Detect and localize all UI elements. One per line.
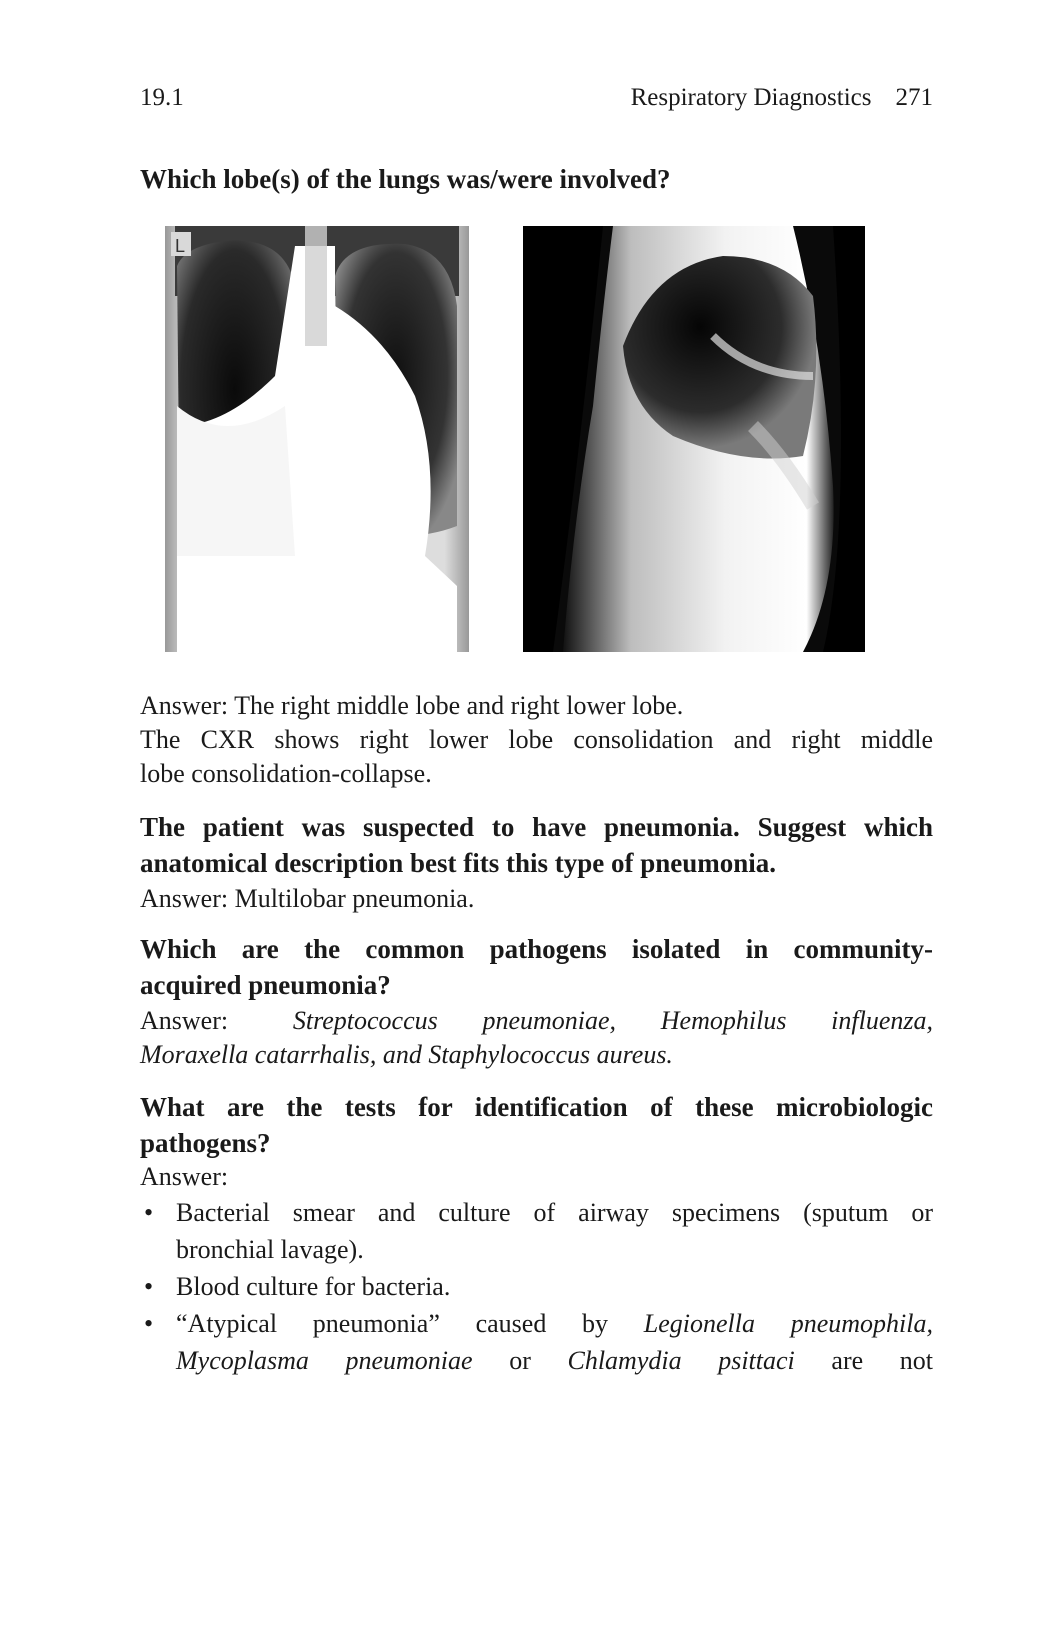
question-4-line-2: pathogens? — [140, 1128, 271, 1158]
running-title-text: Respiratory Diagnostics — [630, 84, 872, 111]
list-item — [140, 1268, 933, 1305]
bullet-3-italic-2b: Chlamydia psittaci — [567, 1346, 795, 1375]
bullet-dot: • — [144, 1272, 154, 1301]
question-4-line-1: What are the tests for identification of these microbiologic — [140, 1092, 933, 1122]
answer-3-pathogens-1: Streptococcus pneumoniae, Hemophilus influenza, — [292, 1006, 934, 1035]
bullet-dot: • — [144, 1198, 154, 1227]
test-list — [140, 1194, 933, 1379]
answer-3-prefix: Answer: — [140, 1006, 229, 1035]
frontal-marker: L — [175, 236, 186, 256]
bullet-1-line-1: Bacterial smear and culture of airway specimens (sputum or — [176, 1198, 933, 1227]
answer-1-line-2: The CXR shows right lower lobe consolidation and right middle — [140, 725, 933, 754]
answer-3-line-1 — [140, 1002, 933, 1039]
answer-1-line-3: lobe consolidation-collapse. — [140, 759, 432, 788]
answer-1-line-1: Answer: The right middle lobe and right lower lobe. — [140, 691, 684, 720]
lateral-xray-drawing — [523, 226, 865, 652]
bullet-3-plain-1: “Atypical pneumonia” caused by — [176, 1309, 609, 1338]
lateral-chest-xray — [523, 226, 865, 652]
question-3-line-2: acquired pneumonia? — [140, 970, 391, 1000]
section-number: 19.1 — [140, 84, 184, 111]
bullet-1-line-2: bronchial lavage). — [176, 1235, 364, 1264]
bullet-3-line-1 — [176, 1305, 933, 1342]
answer-4-label: Answer: — [140, 1162, 229, 1191]
question-2-line-1: The patient was suspected to have pneumonia. Suggest which — [140, 812, 933, 842]
running-title — [631, 84, 933, 112]
frontal-chest-xray — [165, 226, 469, 652]
bullet-3-plain-2b: are not — [831, 1346, 933, 1375]
answer-3-pathogens-2: Moraxella catarrhalis, and Staphylococcus aureus. — [140, 1040, 673, 1069]
list-item — [140, 1305, 933, 1379]
question-2-line-2: anatomical description best fits this type of pneumonia. — [140, 848, 777, 878]
bullet-3-italic-1: Legionella pneumophila, — [643, 1309, 933, 1338]
question-1: Which lobe(s) of the lungs was/were involved? — [140, 164, 671, 194]
frontal-xray-drawing — [165, 226, 469, 652]
bullet-dot: • — [144, 1309, 154, 1338]
bullet-3-plain-2a: or — [509, 1346, 531, 1375]
bullet-3-italic-2a: Mycoplasma pneumoniae — [176, 1346, 473, 1375]
bullet-3-line-2 — [176, 1342, 933, 1379]
bullet-2-text: Blood culture for bacteria. — [176, 1272, 451, 1301]
running-header — [140, 84, 933, 120]
answer-2: Answer: Multilobar pneumonia. — [140, 884, 475, 913]
list-item — [140, 1194, 933, 1268]
question-3-line-1: Which are the common pathogens isolated in community- — [140, 934, 933, 964]
page-number: 271 — [895, 84, 933, 111]
